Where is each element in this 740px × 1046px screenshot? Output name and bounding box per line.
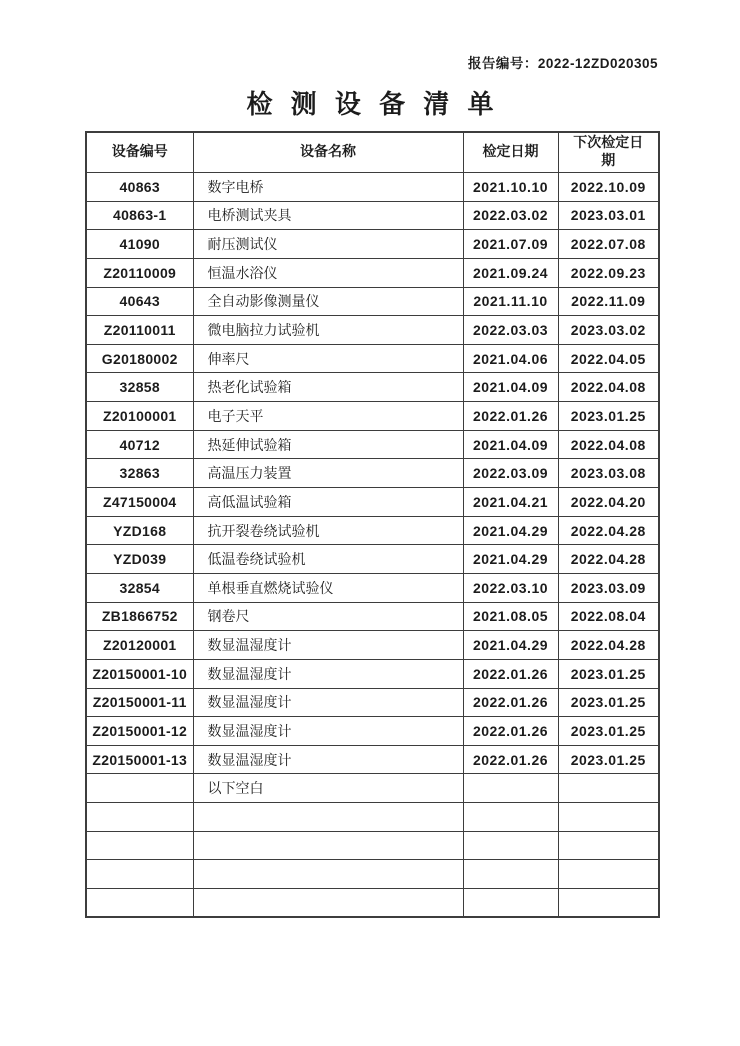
col-header-equipment-name: 设备名称 [193,132,463,173]
equipment-name-cell: 热延伸试验箱 [193,430,463,459]
calibration-date-cell: 2022.03.03 [463,316,558,345]
table-row [86,373,659,402]
next-calibration-date-cell: 2023.03.01 [558,201,659,230]
next-calibration-date-cell: 2023.01.25 [558,745,659,774]
table-row [86,488,659,517]
next-calibration-date-cell [558,831,659,860]
equipment-id-cell: Z20150001-12 [86,717,193,746]
calibration-date-cell: 2021.04.09 [463,373,558,402]
equipment-id-cell: 40643 [86,287,193,316]
next-calibration-date-cell: 2023.03.08 [558,459,659,488]
calibration-date-cell [463,860,558,889]
equipment-id-cell [86,831,193,860]
equipment-name-cell: 以下空白 [193,774,463,803]
table-row [86,230,659,259]
next-calibration-date-cell: 2022.04.08 [558,430,659,459]
equipment-id-cell: Z20110009 [86,258,193,287]
calibration-date-cell: 2021.04.29 [463,545,558,574]
equipment-name-cell: 单根垂直燃烧试验仪 [193,573,463,602]
equipment-id-cell: 40712 [86,430,193,459]
calibration-date-cell: 2022.01.26 [463,402,558,431]
calibration-date-cell: 2021.04.09 [463,430,558,459]
table-row [86,659,659,688]
equipment-name-cell: 数显温湿度计 [193,631,463,660]
col-header-next-calibration-date-text: 下次检定日期 [573,136,644,169]
page-title-text: 检测设备清单 [246,90,512,119]
next-calibration-date-cell: 2022.08.04 [558,602,659,631]
equipment-name-cell: 微电脑拉力试验机 [193,316,463,345]
calibration-date-cell: 2021.04.29 [463,631,558,660]
calibration-date-cell [463,889,558,918]
table-row [86,173,659,202]
equipment-name-cell [193,860,463,889]
next-calibration-date-cell: 2022.07.08 [558,230,659,259]
next-calibration-date-cell: 2023.01.25 [558,688,659,717]
equipment-name-cell: 数显温湿度计 [193,717,463,746]
table-row [86,344,659,373]
next-calibration-date-cell: 2023.01.25 [558,402,659,431]
table-row [86,631,659,660]
equipment-id-cell: 32858 [86,373,193,402]
next-calibration-date-cell: 2022.11.09 [558,287,659,316]
calibration-date-cell: 2021.04.29 [463,516,558,545]
equipment-id-cell: G20180002 [86,344,193,373]
equipment-name-cell: 全自动影像测量仪 [193,287,463,316]
next-calibration-date-cell: 2022.04.08 [558,373,659,402]
equipment-name-cell: 电子天平 [193,402,463,431]
next-calibration-date-cell: 2022.09.23 [558,258,659,287]
table-row [86,402,659,431]
next-calibration-date-cell: 2023.03.09 [558,573,659,602]
equipment-id-cell: Z20150001-11 [86,688,193,717]
table-header-row [86,132,659,173]
equipment-name-cell: 伸率尺 [193,344,463,373]
page-title [0,84,740,121]
calibration-date-cell: 2022.03.02 [463,201,558,230]
equipment-id-cell: YZD168 [86,516,193,545]
table-row [86,860,659,889]
table-row [86,602,659,631]
calibration-date-cell: 2021.09.24 [463,258,558,287]
equipment-id-cell: 40863-1 [86,201,193,230]
equipment-name-cell: 耐压测试仪 [193,230,463,259]
table-row [86,831,659,860]
calibration-date-cell [463,831,558,860]
next-calibration-date-cell: 2022.04.05 [558,344,659,373]
next-calibration-date-cell: 2022.10.09 [558,173,659,202]
next-calibration-date-cell: 2023.03.02 [558,316,659,345]
calibration-date-cell: 2021.10.10 [463,173,558,202]
next-calibration-date-cell [558,774,659,803]
next-calibration-date-cell: 2022.04.28 [558,516,659,545]
calibration-date-cell: 2022.01.26 [463,745,558,774]
equipment-name-cell: 热老化试验箱 [193,373,463,402]
equipment-id-cell: Z20110011 [86,316,193,345]
equipment-id-cell: Z20150001-13 [86,745,193,774]
equipment-id-cell: 32854 [86,573,193,602]
equipment-id-cell: Z20150001-10 [86,659,193,688]
table-row [86,287,659,316]
equipment-id-cell: 40863 [86,173,193,202]
calibration-date-cell: 2021.07.09 [463,230,558,259]
table-row [86,516,659,545]
calibration-date-cell [463,803,558,832]
equipment-table [85,131,660,918]
table-row [86,258,659,287]
equipment-id-cell: 32863 [86,459,193,488]
next-calibration-date-cell [558,889,659,918]
equipment-name-cell: 低温卷绕试验机 [193,545,463,574]
equipment-table-body [86,173,659,918]
equipment-id-cell: ZB1866752 [86,602,193,631]
table-row [86,316,659,345]
equipment-name-cell: 高低温试验箱 [193,488,463,517]
calibration-date-cell: 2021.04.06 [463,344,558,373]
equipment-name-cell: 数字电桥 [193,173,463,202]
next-calibration-date-cell: 2022.04.20 [558,488,659,517]
equipment-name-cell: 电桥测试夹具 [193,201,463,230]
calibration-date-cell: 2022.03.10 [463,573,558,602]
calibration-date-cell: 2021.11.10 [463,287,558,316]
col-header-next-calibration-date [558,132,659,173]
equipment-name-cell: 恒温水浴仪 [193,258,463,287]
equipment-id-cell: YZD039 [86,545,193,574]
col-header-calibration-date: 检定日期 [463,132,558,173]
calibration-date-cell [463,774,558,803]
equipment-id-cell: Z20100001 [86,402,193,431]
calibration-date-cell: 2021.04.21 [463,488,558,517]
table-row [86,688,659,717]
calibration-date-cell: 2022.01.26 [463,688,558,717]
table-row [86,717,659,746]
table-row [86,774,659,803]
col-header-equipment-id: 设备编号 [86,132,193,173]
equipment-name-cell: 钢卷尺 [193,602,463,631]
calibration-date-cell: 2022.01.26 [463,717,558,746]
table-row [86,459,659,488]
equipment-name-cell [193,889,463,918]
calibration-date-cell: 2022.01.26 [463,659,558,688]
equipment-name-cell: 数显温湿度计 [193,659,463,688]
equipment-name-cell: 高温压力装置 [193,459,463,488]
equipment-name-cell [193,831,463,860]
equipment-id-cell: Z20120001 [86,631,193,660]
next-calibration-date-cell: 2023.01.25 [558,717,659,746]
equipment-name-cell: 数显温湿度计 [193,688,463,717]
table-row [86,545,659,574]
table-row [86,430,659,459]
table-row [86,745,659,774]
table-row [86,201,659,230]
equipment-id-cell [86,889,193,918]
report-number: 报告编号：2022-12ZD020305 [467,56,658,71]
calibration-date-cell: 2021.08.05 [463,602,558,631]
next-calibration-date-cell [558,803,659,832]
table-row [86,889,659,918]
table-row [86,573,659,602]
equipment-name-cell [193,803,463,832]
equipment-id-cell [86,803,193,832]
equipment-name-cell: 数显温湿度计 [193,745,463,774]
equipment-name-cell: 抗开裂卷绕试验机 [193,516,463,545]
next-calibration-date-cell [558,860,659,889]
equipment-id-cell: Z47150004 [86,488,193,517]
next-calibration-date-cell: 2022.04.28 [558,631,659,660]
calibration-date-cell: 2022.03.09 [463,459,558,488]
table-row [86,803,659,832]
next-calibration-date-cell: 2022.04.28 [558,545,659,574]
equipment-id-cell: 41090 [86,230,193,259]
equipment-id-cell [86,860,193,889]
equipment-id-cell [86,774,193,803]
next-calibration-date-cell: 2023.01.25 [558,659,659,688]
